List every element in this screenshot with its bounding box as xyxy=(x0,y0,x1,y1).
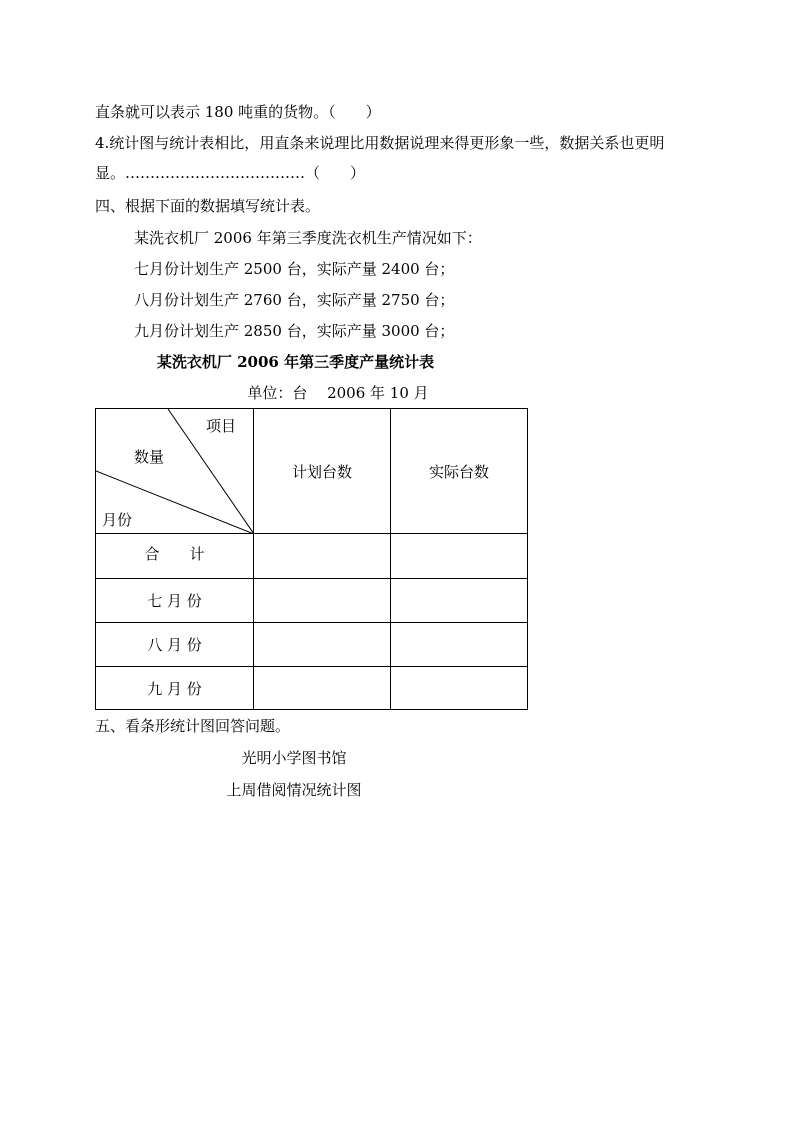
cell-plan-august[interactable] xyxy=(254,623,391,667)
section-5-heading: 五、看条形统计图回答问题。 xyxy=(95,717,291,735)
header-actual-count: 实际台数 xyxy=(391,409,528,534)
cell-actual-july[interactable] xyxy=(391,579,528,623)
diagonal-header-cell xyxy=(96,409,254,534)
chart-title-library: 光明小学图书馆 xyxy=(241,749,347,767)
header-quantity-label: 数量 xyxy=(134,448,165,466)
cell-actual-total[interactable] xyxy=(391,534,528,579)
section-4-heading: 四、根据下面的数据填写统计表。 xyxy=(95,197,321,215)
question-4-line-1: 4.统计图与统计表相比，用直条来说理比用数据说理来得更形象一些，数据关系也更明 xyxy=(95,134,665,152)
header-month-label: 月份 xyxy=(102,511,133,529)
chart-title-borrowing: 上周借阅情况统计图 xyxy=(226,781,362,799)
header-plan-count: 计划台数 xyxy=(254,409,391,534)
cell-plan-total[interactable] xyxy=(254,534,391,579)
row-label-august: 八 月 份 xyxy=(96,623,254,667)
row-label-total: 合 计 xyxy=(96,534,254,579)
data-item-august: 八月份计划生产 2760 台，实际产量 2750 台； xyxy=(134,291,455,309)
cell-plan-july[interactable] xyxy=(254,579,391,623)
intro-line-1: 直条就可以表示 180 吨重的货物。（ ） xyxy=(95,103,381,121)
header-item-label: 项目 xyxy=(206,417,237,435)
question-4-line-2: 显。………………………………（ ） xyxy=(95,164,366,182)
table-row xyxy=(96,579,528,623)
table-row xyxy=(96,534,528,579)
row-label-september: 九 月 份 xyxy=(96,667,254,710)
section-4-intro: 某洗衣机厂 2006 年第三季度洗衣机生产情况如下： xyxy=(134,229,482,247)
table-title: 某洗衣机厂 2006 年第三季度产量统计表 xyxy=(156,353,435,371)
cell-actual-september[interactable] xyxy=(391,667,528,710)
table-unit: 单位：台 2006 年 10 月 xyxy=(247,384,429,402)
production-table xyxy=(95,408,528,710)
data-item-july: 七月份计划生产 2500 台，实际产量 2400 台； xyxy=(134,260,455,278)
cell-plan-september[interactable] xyxy=(254,667,391,710)
table-row xyxy=(96,623,528,667)
table-row xyxy=(96,667,528,710)
row-label-july: 七 月 份 xyxy=(96,579,254,623)
cell-actual-august[interactable] xyxy=(391,623,528,667)
table-header-row xyxy=(96,409,528,534)
data-item-september: 九月份计划生产 2850 台，实际产量 3000 台； xyxy=(134,322,455,340)
